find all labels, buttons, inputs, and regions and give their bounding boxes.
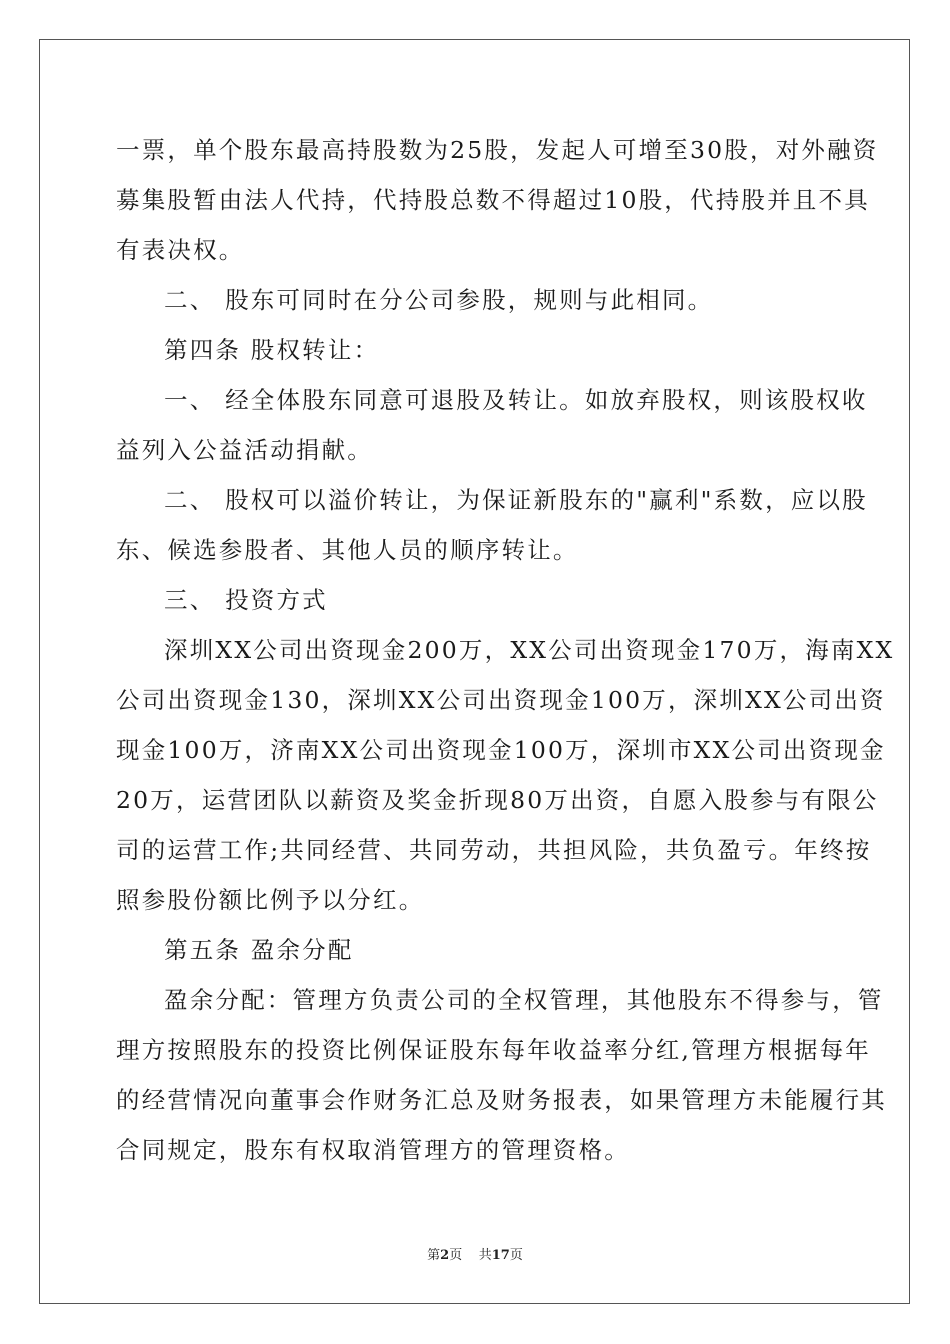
- document-body: [116, 125, 895, 1175]
- paragraph-line: 有表决权。: [116, 236, 245, 264]
- paragraph-line: 司的运营工作;共同经营、共同劳动，共担风险，共负盈亏。年终按: [116, 836, 872, 864]
- paragraph-line: 二、 股权可以溢价转让，为保证新股东的"赢利"系数，应以股: [164, 486, 868, 514]
- total-prefix: 共: [478, 1248, 492, 1263]
- paragraph-line: 现金100万，济南XX公司出资现金100万，深圳市XX公司出资现金: [116, 736, 886, 764]
- paragraph-line: 的经营情况向董事会作财务汇总及财务报表，如果管理方未能履行其: [116, 1086, 887, 1114]
- paragraph-line: 一、 经全体股东同意可退股及转让。如放弃股权，则该股权收: [164, 386, 868, 414]
- paragraph-line: 理方按照股东的投资比例保证股东每年收益率分红,管理方根据每年: [116, 1036, 871, 1064]
- paragraph-line: 二、 股东可同时在分公司参股，规则与此相同。: [164, 286, 714, 314]
- paragraph-line: 一票，单个股东最高持股数为25股，发起人可增至30股，对外融资: [116, 136, 879, 164]
- page-number: 2: [440, 1248, 450, 1263]
- paragraph-line: 照参股份额比例予以分红。: [116, 886, 425, 914]
- paragraph-line: 合同规定，股东有权取消管理方的管理资格。: [116, 1136, 630, 1164]
- paragraph-line: 益列入公益活动捐献。: [116, 436, 373, 464]
- total-pages: 17: [491, 1248, 510, 1263]
- section-heading: 第五条 盈余分配: [164, 936, 354, 964]
- paragraph-line: 盈余分配：管理方负责公司的全权管理，其他股东不得参与，管: [164, 986, 884, 1014]
- total-suffix: 页: [509, 1248, 523, 1263]
- page-suffix: 页: [449, 1248, 463, 1263]
- paragraph-line: 公司出资现金130，深圳XX公司出资现金100万，深圳XX公司出资: [116, 686, 886, 714]
- page-footer: [0, 1244, 950, 1263]
- section-heading: 第四条 股权转让：: [164, 336, 380, 364]
- paragraph-line: 深圳XX公司出资现金200万，XX公司出资现金170万，海南XX: [164, 636, 895, 664]
- paragraph-line: 20万，运营团队以薪资及奖金折现80万出资，自愿入股参与有限公: [116, 786, 879, 814]
- paragraph-line: 东、候选参股者、其他人员的顺序转让。: [116, 536, 579, 564]
- subsection-heading: 三、 投资方式: [164, 586, 328, 614]
- page-prefix: 第: [427, 1248, 441, 1263]
- paragraph-line: 募集股暂由法人代持，代持股总数不得超过10股，代持股并且不具: [116, 186, 870, 214]
